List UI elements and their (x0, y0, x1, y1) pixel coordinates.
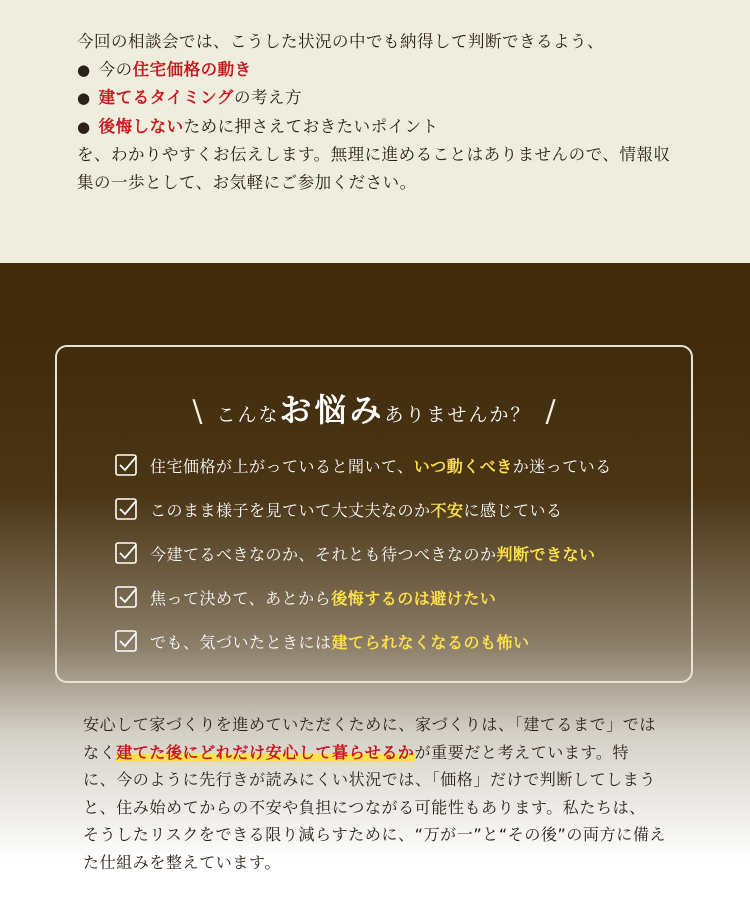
bullet-text: の考え方 (233, 88, 302, 107)
worry-item (115, 531, 612, 575)
worry-highlight: 不安 (430, 500, 464, 520)
checkbox-check-icon (115, 542, 137, 564)
worry-text: 焦って決めて、あとから (150, 588, 332, 608)
intro-line: を、わかりやすくお伝えします。無理に進めることはありませんので、情報収 (77, 145, 671, 164)
bullet-text: ために押さえておきたいポイント (183, 116, 439, 136)
worry-text: か迷っている (512, 456, 612, 476)
worry-item (115, 443, 612, 487)
intro-text (77, 28, 687, 196)
intro-line: 集の一歩として、お気軽にご参加ください。 (77, 172, 417, 192)
worries-section (0, 263, 750, 916)
worry-highlight: 判断できない (496, 544, 596, 564)
bullet-icon: ● (77, 117, 91, 136)
highlight-text: 建てるタイミング (98, 88, 234, 107)
slash-left-decoration: \ (192, 394, 203, 429)
worry-text: このまま様子を見ていて大丈夫なのか (150, 500, 431, 520)
intro-bullet-item (77, 84, 687, 113)
body-text-segment: が重要だと考えています。特 (414, 742, 630, 762)
intro-line: 今回の相談会では、こうした状況の中でも納得して判断できるよう、 (77, 32, 604, 51)
bullet-text: 今の (98, 59, 133, 79)
checkbox-check-icon (115, 454, 137, 476)
title-pre: こんな (216, 404, 280, 426)
worry-item (115, 487, 612, 531)
worry-highlight: 後悔するのは避けたい (331, 588, 497, 608)
worries-list (115, 443, 612, 663)
body-text-segment: なく (83, 742, 117, 762)
highlight-text: 後悔しない (98, 116, 184, 136)
worry-text: 住宅価格が上がっていると聞いて、 (150, 456, 414, 476)
checkbox-check-icon (115, 586, 137, 608)
body-line: た仕組みを整えています。 (83, 852, 281, 872)
highlight-text: 住宅価格の動き (132, 59, 252, 79)
intro-bullet-item (77, 56, 687, 85)
marker-highlight: 建てた後にどれだけ安心して暮らせるか (116, 742, 415, 762)
worry-highlight: いつ動くべき (413, 456, 513, 476)
body-line: に、今のように先行きが読みにくい状況では、「価格」だけで判断してしまう (83, 770, 657, 789)
body-line: と、住み始めてからの不安や負担につながる可能性もあります。私たちは、 (83, 797, 646, 817)
slash-right-decoration: / (545, 394, 556, 429)
checkbox-check-icon (115, 498, 137, 520)
worry-highlight: 建てられなくなるのも怖い (331, 632, 530, 652)
bullet-icon: ● (77, 89, 91, 107)
body-line: そうしたリスクをできる限り減らすために、“万が一”と“その後”の両方に備え (83, 825, 667, 844)
body-text (83, 711, 673, 876)
intro-bullet-item (77, 113, 687, 142)
intro-section (0, 0, 750, 263)
worries-panel (55, 345, 693, 683)
worry-text: に感じている (463, 500, 563, 520)
worry-item (115, 575, 612, 619)
checkbox-check-icon (115, 630, 137, 652)
title-emphasis: お悩み (279, 391, 385, 429)
worry-text: 今建てるべきなのか、それとも待つべきなのか (150, 544, 497, 564)
body-line (83, 739, 673, 767)
title-post: ありませんか？ (384, 404, 532, 426)
worry-item (115, 619, 612, 663)
worry-text: でも、気づいたときには (150, 632, 332, 652)
worries-title (57, 385, 691, 431)
bullet-icon: ● (77, 60, 91, 79)
body-line: 安心して家づくりを進めていただくために、家づくりは、「建てるまで」では (83, 715, 657, 734)
